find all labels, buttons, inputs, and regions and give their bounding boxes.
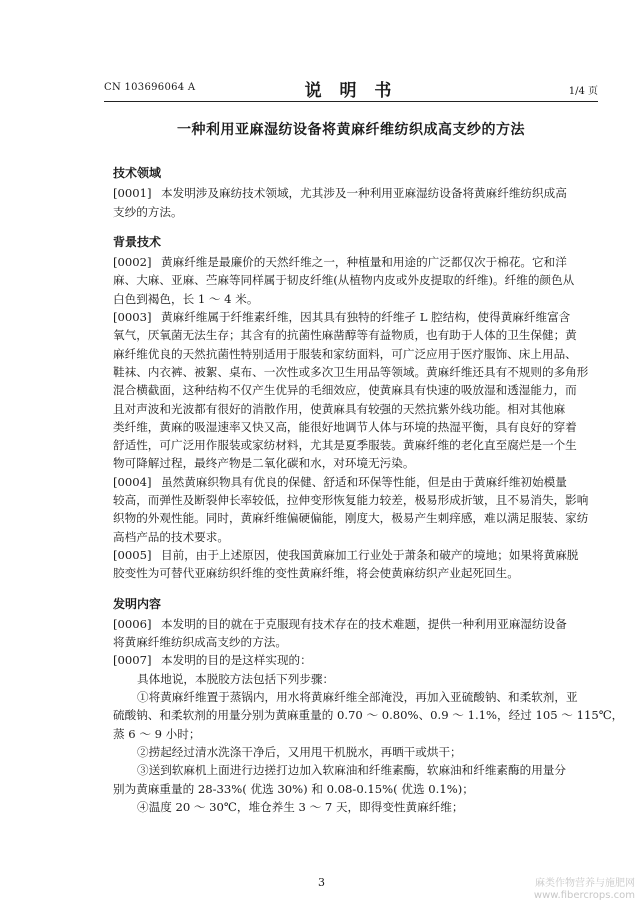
paragraph-line: 较高，而弹性及断裂伸长率较低，拉伸变形恢复能力较差，极易形成折皱，且不易消失，影响: [113, 493, 589, 508]
section-heading-background: 背景技术: [113, 234, 162, 249]
watermark-line: www.fibercrops.com: [533, 890, 635, 901]
paragraph-0004: [113, 473, 597, 546]
step-1-continued: [113, 706, 624, 743]
steps-intro: [113, 670, 597, 688]
paragraph-line: 麻纤维优良的天然抗菌性特别适用于服装和家纺面料，可广泛应用于医疗服饰、床上用品、: [113, 346, 577, 361]
paragraph-number: [0002]: [113, 255, 152, 270]
paragraph-line: 高档产品的技术要求。: [113, 529, 229, 544]
step-2: [113, 743, 597, 761]
paragraph-0001: [113, 184, 597, 221]
paragraph-line: 本发明涉及麻纺技术领域，尤其涉及一种利用亚麻湿纺设备将黄麻纤维纺织成高: [161, 186, 567, 201]
paragraph-number: [0006]: [113, 616, 152, 631]
paragraph-line: 黄麻纤维属于纤维素纤维，因其具有独特的纤维孑 L 腔结构，使得黄麻纤维富含: [161, 310, 571, 325]
step-4: [113, 798, 597, 816]
step-3-continued: [113, 780, 597, 798]
paragraph-line: ②捞起经过清水洗涤干净后，又用甩干机脱水，再晒干或烘干；: [137, 744, 462, 759]
paragraph-line: 具体地说，本脱胶方法包括下列步骤：: [137, 671, 335, 686]
paragraph-line: 黄麻纤维是最廉价的天然纤维之一，种植量和用途的广泛都仅次于棉花。它和洋: [161, 255, 567, 270]
paragraph-line: ①将黄麻纤维置于蒸锅内，用水将黄麻纤维全部淹没，再加入亚硫酸钠、和柔软剂，亚: [137, 690, 578, 705]
paragraph-line: 胶变性为可替代亚麻纺织纤维的变性黄麻纤维，将会使黄麻纺织产业起死回生。: [113, 566, 519, 581]
paragraph-line: 且对声波和光波都有很好的消散作用，使黄麻具有较强的天然抗紫外线功能。相对其他麻: [113, 401, 566, 416]
paragraph-line: ③送到软麻机上面进行边搓打边加入软麻油和纤维素酶，软麻油和纤维素酶的用量分: [137, 763, 566, 778]
paragraph-line: 本发明的目的就在于克服现有技术存在的技术难题，提供一种利用亚麻湿纺设备: [161, 616, 567, 631]
patent-number: CN 103696064 A: [104, 82, 196, 93]
document-title: 一种利用亚麻湿纺设备将黄麻纤维纺织成高支纱的方法: [177, 122, 525, 138]
header-divider: [104, 101, 598, 102]
paragraph-line: 白色到褐色，长 1 ～ 4 米。: [113, 291, 259, 306]
paragraph-line: 硫酸钠、和柔软剂的用量分别为黄麻重量的 0.70 ～ 0.80%、0.9 ～ 1.1%，经过 105 ～ 115℃，: [113, 708, 624, 723]
paragraph-line: 混合横截面，这种结构不仅产生优异的毛细效应，使黄麻具有快速的吸放湿和透湿能力，而: [113, 383, 577, 398]
paragraph-line: 麻、大麻、亚麻、苎麻等同样属于韧皮纤维(从植物内皮或外皮提取的纤维)。纤维的颜色从: [113, 273, 575, 288]
paragraph-line: 类纤维，黄麻的吸湿速率又快又高，能很好地调节人体与环境的热湿平衡，具有良好的穿着: [113, 419, 577, 434]
section-heading-tech-field: 技术领域: [113, 166, 162, 180]
page-header: [104, 76, 598, 100]
paragraph-line: 织物的外观性能。同时，黄麻纤维偏硬偏能，刚度大，极易产生刺痒感，难以满足服装、家纺: [113, 511, 589, 526]
paragraph-number: [0005]: [113, 547, 152, 562]
paragraph-line: 别为黄麻重量的 28-33%( 优选 30%) 和 0.08-0.15%( 优选 0.1%)；: [113, 781, 474, 796]
paragraph-line: 蒸 6 ～ 9 小时；: [113, 726, 201, 741]
paragraph-line: 将黄麻纤维纺织成高支纱的方法。: [113, 635, 287, 650]
paragraph-line: 支纱的方法。: [113, 204, 183, 219]
site-watermark: [534, 878, 635, 902]
page-number: 3: [318, 876, 325, 889]
paragraph-number: [0004]: [113, 474, 152, 489]
paragraph-line: ④温度 20 ～ 30℃，堆仓养生 3 ～ 7 天，即得变性黄麻纤维；: [137, 799, 464, 814]
step-3: [113, 761, 597, 779]
paragraph-0007: [113, 651, 597, 669]
paragraph-number: [0007]: [113, 653, 152, 668]
paragraph-0006: [113, 615, 597, 652]
section-heading-invention: 发明内容: [113, 596, 162, 611]
paragraph-line: 舒适性，可广泛用作服装或家纺材料，尤其是夏季服装。黄麻纤维的老化直至腐烂是一个生: [113, 438, 577, 453]
document-type: 说 明 书: [304, 81, 398, 101]
paragraph-line: 鞋袜、内衣裤、被絮、桌布、一次性或多次卫生用品等领域。黄麻纤维还具有不规则的多角形: [113, 364, 589, 379]
paragraph-0005: [113, 546, 597, 583]
paragraph-0002: [113, 253, 597, 308]
paragraph-number: [0001]: [113, 186, 152, 201]
paragraph-line: 目前，由于上述原因，使我国黄麻加工行业处于萧条和破产的境地；如果将黄麻脱: [161, 547, 579, 562]
paragraph-line: 虽然黄麻织物具有优良的保健、舒适和环保等性能，但是由于黄麻纤维初始模量: [161, 474, 567, 489]
paragraph-number: [0003]: [113, 310, 152, 325]
watermark-line: 麻类作物营养与施肥网: [535, 878, 635, 889]
paragraph-line: 氧气，厌氧菌无法生存；其含有的抗菌性麻凿醇等有益物质，也有助于人体的卫生保健；黄: [113, 328, 577, 343]
step-1: [113, 688, 597, 706]
paragraph-line: 本发明的目的是这样实现的：: [161, 653, 312, 668]
paragraph-0003: [113, 308, 597, 473]
page-indicator: 1/4 页: [568, 86, 598, 97]
document-body: [113, 164, 624, 816]
paragraph-line: 物可降解过程，最终产物是二氧化碳和水，对环境无污染。: [113, 456, 415, 471]
